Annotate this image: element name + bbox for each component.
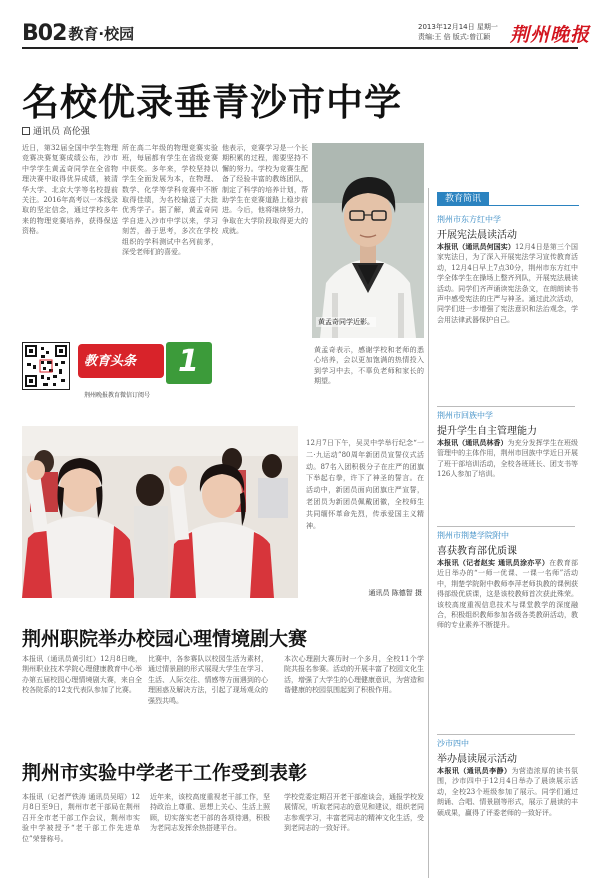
story2-column-1: 本报讯（通讯员黄引红）12月8日晚，荆州职业技术学院心理健康教育中心举办第五届校园心理情境剧大赛，来自全校各院系的12支代表队参加了比赛。 bbox=[22, 655, 142, 695]
brief-3-text: 在教育部近日举办的“一师一优课、一课一名师”活动中，荆楚学院附中教师李萍老师执教的课例获得部级优质课，这是该校教师首次获此殊荣。该校高度重视信息技术与课堂教学的深度融合，积极组织教师参加各级各类教研活动，教师的专业素养不断提升。 bbox=[437, 559, 578, 630]
brief-1-text: 12月4日是第三个国家宪法日，为了深入开展宪法学习宣传教育活动，12月4日早上7点30分，荆州市东方红中学全体学生在操场上整齐列队，开展宪法晨读活动。同学们齐声诵读宪法条文，在朗朗读书声中感受宪法的庄严与神圣。通过此次活动，同学们进一步增强了宪法意识和法治观念，学会用法律武器保护自己。 bbox=[437, 243, 578, 324]
issue-date: 2013年12月14日 星期一 bbox=[418, 23, 498, 31]
brief-1-kicker: 荆州市东方红中学 bbox=[437, 215, 501, 224]
brief-1-body bbox=[437, 242, 578, 402]
section-code: B02 bbox=[22, 21, 67, 46]
brief-2-body bbox=[437, 438, 578, 522]
portrait-caption: 黄孟奇同学近影。 bbox=[318, 318, 374, 326]
issue-editors: 责编:王 倍 版式:曾江颖 bbox=[418, 33, 491, 41]
brief-4-title: 举办晨读展示活动 bbox=[437, 754, 517, 765]
story3-headline: 荆州市实验中学老干工作受到表彰 bbox=[22, 762, 308, 784]
section-name: 教育·校园 bbox=[68, 25, 135, 43]
story3-column-1: 本报讯（记者严铁涛 通讯员吴昭）12月8日至9日，荆州市老干部局在荆州召开全市老干部工作会议，荆州市实验中学被授予“老干部工作先进单位”荣誉称号。 bbox=[22, 793, 140, 843]
brief-rule-1 bbox=[437, 406, 575, 407]
brief-1-lead: 本报讯（通讯员何国实） bbox=[437, 243, 515, 251]
sidebar-tag: 教育简讯 bbox=[437, 192, 489, 206]
brief-4-body bbox=[437, 766, 578, 874]
brief-2-lead: 本报讯（通讯员林香） bbox=[437, 439, 508, 447]
photo-caption-credit: 通讯员 陈德智 摄 bbox=[368, 589, 422, 597]
story3-column-3: 学校党委定期召开老干部座谈会，通报学校发展情况，听取老同志的意见和建议，组织老同志参观学习，丰富老同志的精神文化生活，受到老同志的一致好评。 bbox=[284, 793, 424, 833]
story3-column-2: 近年来，该校高度重视老干部工作，坚持政治上尊重、思想上关心、生活上照顾，切实落实老干部的各项待遇，积极为老同志发挥余热搭建平台。 bbox=[150, 793, 270, 833]
brief-3-kicker: 荆州市荆楚学院附中 bbox=[437, 531, 509, 540]
main-headline: 名校优录垂青沙市中学 bbox=[22, 81, 402, 124]
byline-box-icon bbox=[22, 127, 30, 135]
story2-column-3: 本次心理剧大赛历时一个多月，全校11个学院共报名参赛。活动的开展丰富了校园文化生活，增强了大学生的心理健康意识，为营造和谐健康的校园氛围起到了积极作用。 bbox=[284, 655, 424, 695]
brief-4-kicker: 沙市四中 bbox=[437, 739, 469, 748]
brief-2-kicker: 荆州市回族中学 bbox=[437, 411, 493, 420]
sidebar-tag-rule bbox=[489, 205, 579, 206]
brief-4-lead: 本报讯（通讯员李静） bbox=[437, 767, 512, 775]
sidebar-divider bbox=[428, 188, 429, 878]
photo-caption-text: 12月7日下午，吴灵中学举行纪念“一二·九运动”80周年新团员宣誓仪式活动。87名入团积极分子在庄严的团旗下举起右拳，许下了神圣的誓言。在活动中，新团员面向团旗庄严宣誓，老团员为新团员佩戴团徽，全校师生共同缅怀革命先烈，传承爱国主义精神。 bbox=[306, 439, 424, 530]
main-story-column-3b: 黄孟奇表示，感谢学校和老师的悉心培养，会以更加饱满的热情投入到学习中去，不辜负老师和家长的期望。 bbox=[314, 346, 424, 386]
portrait-photo bbox=[312, 143, 424, 338]
brief-3-title: 喜获教育部优质课 bbox=[437, 546, 517, 557]
promo-caption: 荆州晚报教育微信订阅号 bbox=[84, 392, 151, 399]
main-story-column-2: 所在高二年级的物理竞赛实验班，每届都有学生在省级竞赛中获奖。多年来，学校坚持以学生全面发展为本，在物理、数学、化学等学科竞赛中不断取得佳绩，为名校输送了大批优秀学子。据了解，黄孟奇同学自进入沙市中学以来，学习刻苦，善于思考，多次在学校组织的学科测试中名列前茅，深受老师们的喜爱。 bbox=[122, 144, 218, 257]
brief-3-body bbox=[437, 558, 578, 730]
brief-1-title: 开展宪法晨读活动 bbox=[437, 230, 517, 241]
oath-ceremony-photo bbox=[22, 426, 298, 598]
section-header bbox=[22, 18, 134, 46]
student-portrait-icon bbox=[312, 143, 424, 338]
qr-code-icon bbox=[23, 343, 69, 389]
qr-code bbox=[22, 342, 70, 390]
brief-3-lead: 本报讯（记者赵实 通讯员涂亦平） bbox=[437, 559, 550, 567]
story2-column-2: 比赛中，各参赛队以校园生活为素材，通过情景剧的形式展现大学生在学习、生活、人际交往、情感等方面遇到的心理困惑及解决方法，引起了现场观众的强烈共鸣。 bbox=[148, 655, 268, 705]
students-oath-icon bbox=[22, 426, 298, 598]
main-story-column-3: 他表示，竞赛学习是一个长期积累的过程，需要坚持不懈的努力。学校为竞赛生配备了经验丰富的教练团队，制定了科学的培养计划，帮助学生在竞赛道路上稳步前进。今后，他将继续努力，争取在大学阶段取得更大的成就。 bbox=[222, 144, 308, 236]
promo-banner bbox=[78, 344, 164, 378]
wechat-promo bbox=[22, 342, 212, 400]
paper-logo: 荆州晚报 bbox=[510, 24, 591, 46]
promo-number-badge bbox=[166, 342, 212, 384]
brief-rule-3 bbox=[437, 734, 575, 735]
main-byline bbox=[22, 124, 90, 137]
photo-caption-box bbox=[302, 438, 424, 602]
promo-number: 1 bbox=[178, 344, 199, 379]
header-rule bbox=[22, 47, 578, 49]
main-story-column-1: 近日，第32届全国中学生物理竞赛决赛复赛成绩公布，沙市中学学生黄孟奇同学在全省物理决赛中取得优异成绩，被清华大学、北京大学等名校提前关注。2016年高考以一本线录取的坚定信念，通过学校多年来的物理竞赛培养，获得保送资格。 bbox=[22, 144, 118, 236]
brief-rule-2 bbox=[437, 526, 575, 527]
story2-headline: 荆州职院举办校园心理情境剧大赛 bbox=[22, 628, 308, 650]
promo-banner-text: 教育头条 bbox=[84, 354, 137, 369]
brief-2-text: 为充分发挥学生在班级管理中的主体作用，荆州市回族中学近日开展了班干部培训活动，全校各班班长、团支书等126人参加了培训。 bbox=[437, 439, 578, 479]
brief-2-title: 提升学生自主管理能力 bbox=[437, 426, 537, 437]
main-byline-text: 通讯员 高伦强 bbox=[33, 127, 90, 137]
brief-4-text: 为营造浓厚的读书氛围，沙市四中于12月4日举办了晨读展示活动，全校23个班级参加了展示。同学们通过朗诵、合唱、情景剧等形式，展示了晨读的丰硕成果，赢得了评委老师的一致好评。 bbox=[437, 767, 578, 817]
